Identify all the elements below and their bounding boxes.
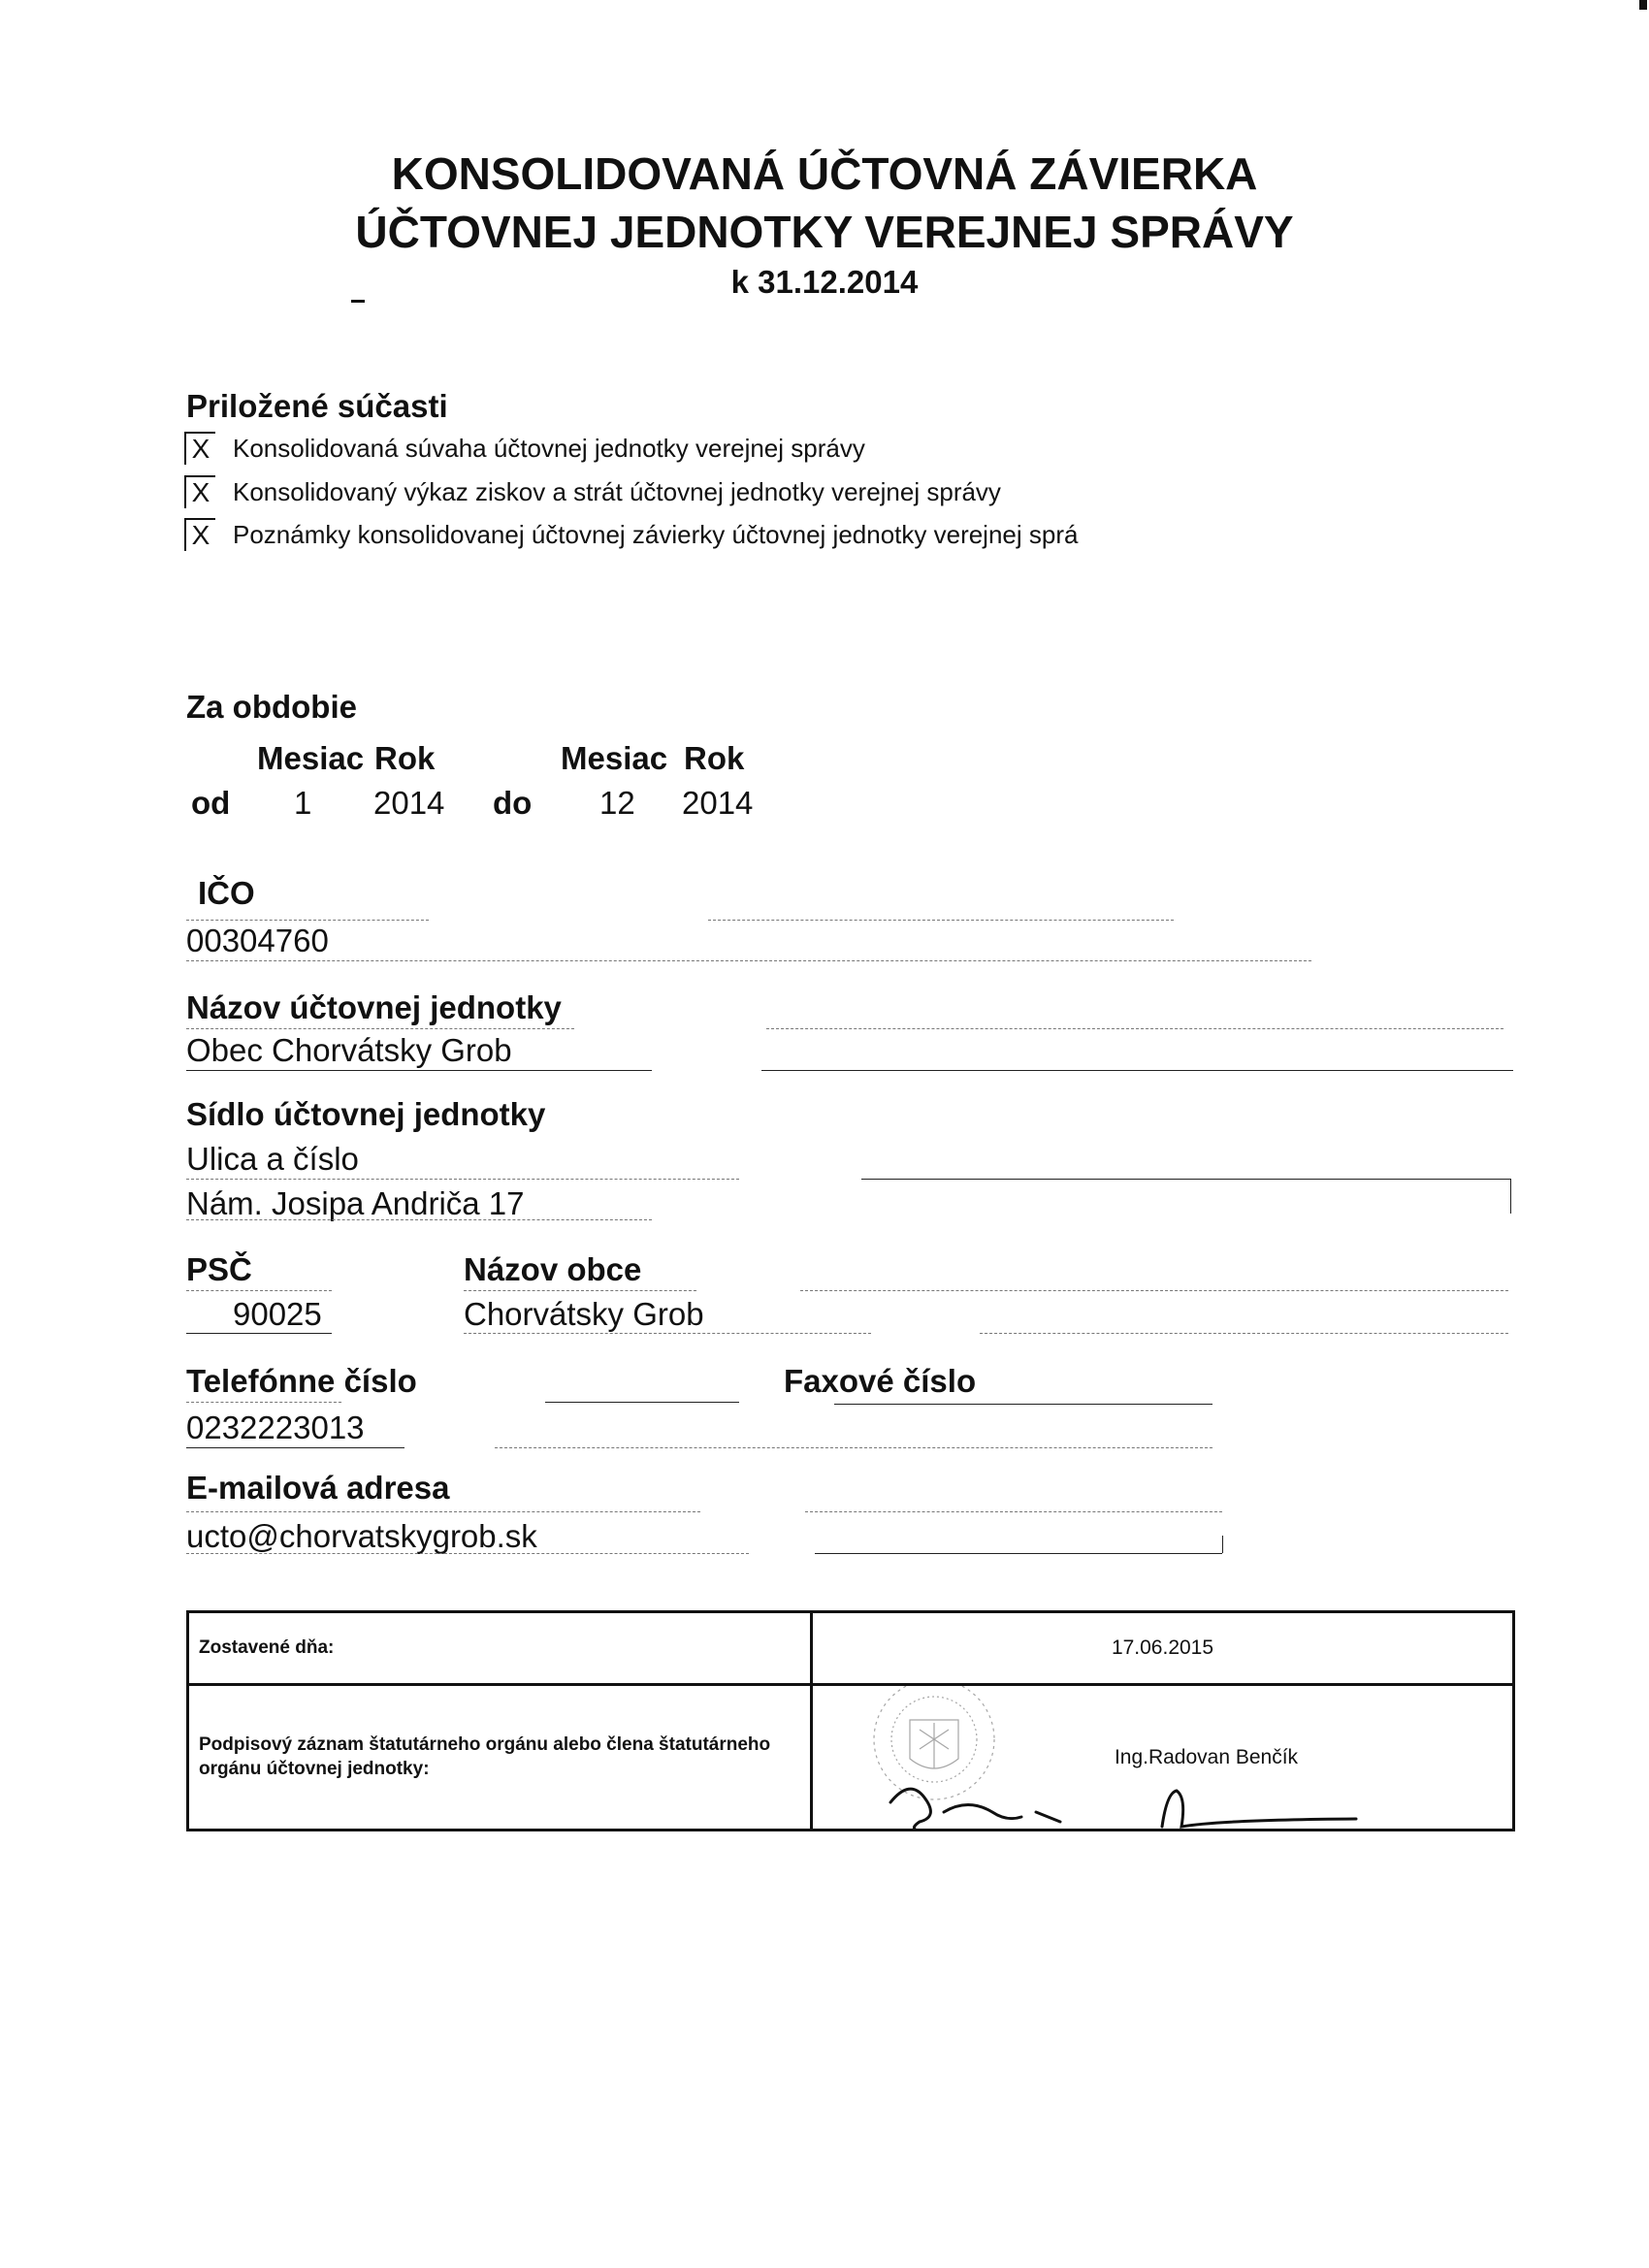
- from-year-label: Rok: [374, 740, 436, 776]
- official-stamp: [874, 1686, 994, 1799]
- address-heading: Sídlo účtovnej jednotky: [186, 1096, 546, 1132]
- psc-label: PSČ: [186, 1251, 252, 1287]
- attachment-checkbox-1[interactable]: X: [184, 432, 215, 465]
- city-label: Názov obce: [464, 1251, 642, 1287]
- email-field[interactable]: ucto@chorvatskygrob.sk: [186, 1518, 537, 1554]
- email-label: E-mailová adresa: [186, 1470, 450, 1506]
- attachment-checkbox-2[interactable]: X: [184, 475, 215, 508]
- document-date: k 31.12.2014: [730, 264, 919, 300]
- attachments-heading: Priložené súčasti: [186, 388, 448, 424]
- document-subtitle: ÚČTOVNEJ JEDNOTKY VEREJNEJ SPRÁVY: [355, 207, 1294, 257]
- street-label: Ulica a číslo: [186, 1141, 359, 1177]
- to-year-label: Rok: [684, 740, 745, 776]
- period-heading: Za obdobie: [186, 689, 357, 725]
- attachment-checkbox-3[interactable]: X: [184, 518, 215, 551]
- to-month-value[interactable]: 12: [599, 785, 635, 821]
- from-year-value[interactable]: 2014: [373, 785, 445, 821]
- document-title: KONSOLIDOVANÁ ÚČTOVNÁ ZÁVIERKA: [391, 148, 1258, 199]
- ico-field[interactable]: 00304760: [186, 923, 329, 958]
- fax-label: Faxové číslo: [784, 1363, 977, 1399]
- signature-table: [186, 1610, 1515, 1831]
- to-year-value[interactable]: 2014: [682, 785, 754, 821]
- from-month-label: Mesiac: [257, 740, 365, 776]
- psc-field[interactable]: 90025: [233, 1296, 322, 1332]
- phone-label: Telefónne číslo: [186, 1363, 417, 1399]
- attachment-label-3: Poznámky konsolidovanej účtovnej závierky účtovnej jednotky verejnej sprá: [233, 520, 1079, 549]
- ico-label: IČO: [198, 875, 255, 911]
- entity-name-field[interactable]: Obec Chorvátsky Grob: [186, 1032, 512, 1068]
- from-label: od: [191, 785, 231, 821]
- from-month-value[interactable]: 1: [294, 785, 312, 821]
- to-month-label: Mesiac: [561, 740, 668, 776]
- signature-label: Podpisový záznam štatutárneho orgánu alebo člena štatutárneho orgánu účtovnej jednotky:: [188, 1685, 812, 1831]
- street-field[interactable]: Nám. Josipa Andriča 17: [186, 1185, 525, 1221]
- attachment-label-2: Konsolidovaný výkaz ziskov a strát účtovnej jednotky verejnej správy: [233, 477, 1001, 506]
- entity-name-label: Názov účtovnej jednotky: [186, 989, 562, 1025]
- handwritten-signature: [890, 1789, 1356, 1831]
- phone-field[interactable]: 0232223013: [186, 1409, 365, 1445]
- to-label: do: [493, 785, 533, 821]
- city-field[interactable]: Chorvátsky Grob: [464, 1296, 704, 1332]
- signatory-name: Ing.Radovan Benčík: [1114, 1745, 1299, 1768]
- compiled-date: 17.06.2015: [812, 1612, 1514, 1685]
- compiled-label: Zostavené dňa:: [188, 1612, 812, 1685]
- edge-mark: [1639, 0, 1647, 10]
- stray-mark: [351, 300, 365, 303]
- attachment-label-1: Konsolidovaná súvaha účtovnej jednotky verejnej správy: [233, 434, 865, 463]
